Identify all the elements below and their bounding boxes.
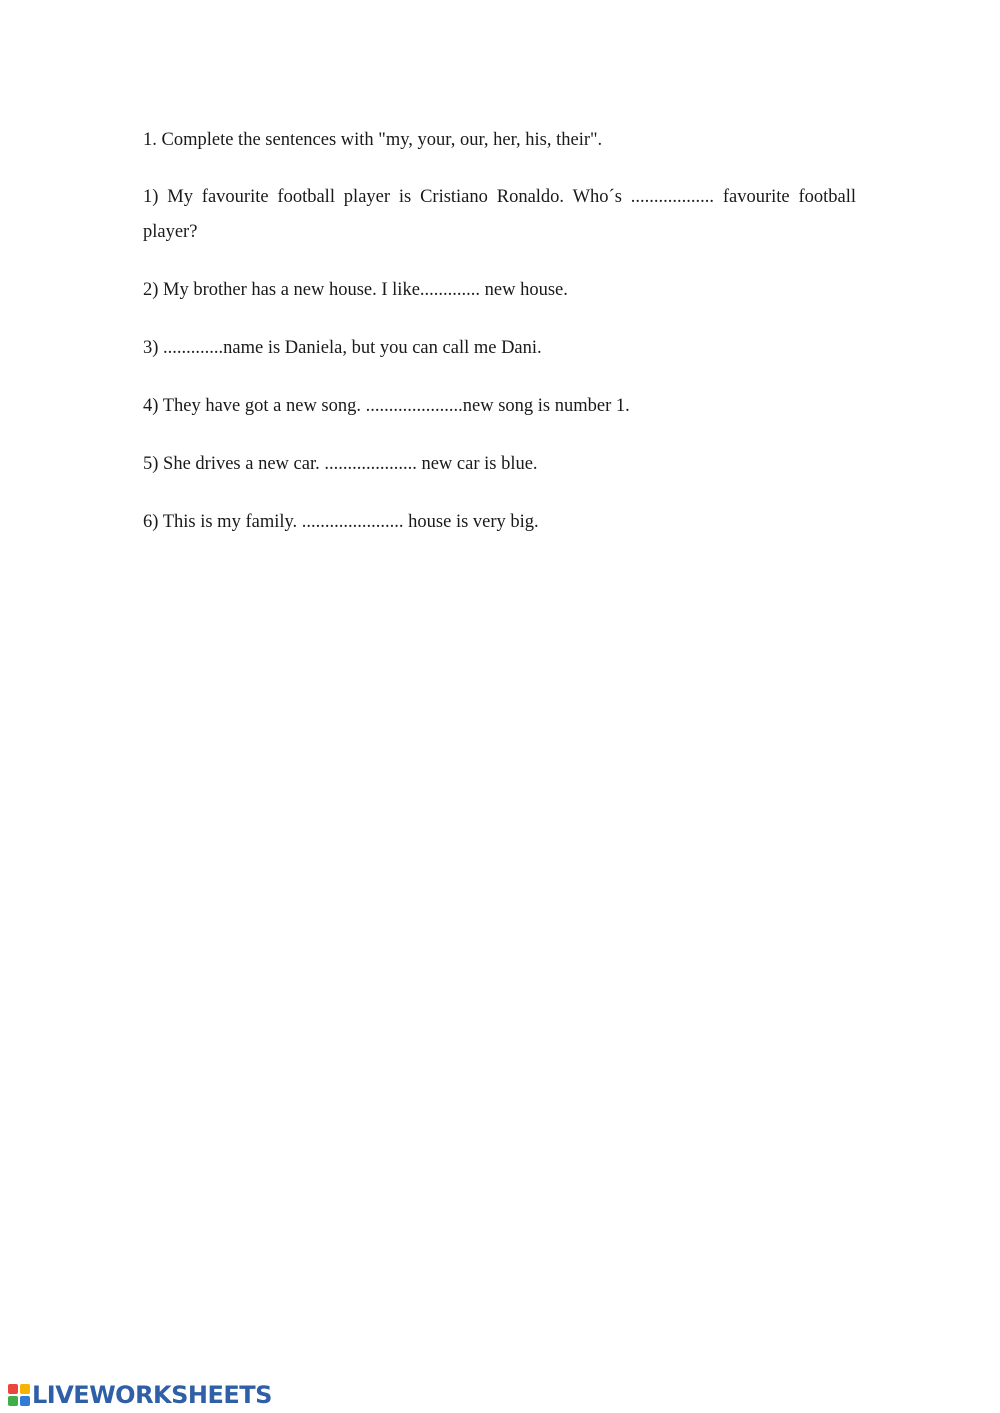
exercise-instruction: 1. Complete the sentences with "my, your, our, her, his, their". bbox=[143, 130, 603, 150]
liveworksheets-footer bbox=[8, 1381, 272, 1409]
logo-block-yellow bbox=[20, 1384, 30, 1394]
liveworksheets-logo-icon bbox=[8, 1384, 30, 1406]
exercise-item-3: 3) .............name is Daniela, but you can call me Dani. bbox=[143, 338, 542, 358]
exercise-item-5: 5) She drives a new car. .................... new car is blue. bbox=[143, 454, 538, 474]
exercise-item-2: 2) My brother has a new house. I like............. new house. bbox=[143, 280, 568, 300]
logo-block-green bbox=[8, 1396, 18, 1406]
exercise-item-4: 4) They have got a new song. .....................new song is number 1. bbox=[143, 396, 630, 416]
exercise-item-6: 6) This is my family. ...................... house is very big. bbox=[143, 512, 539, 532]
logo-block-red bbox=[8, 1384, 18, 1394]
exercise-item-1: 1) My favourite football player is Cristiano Ronaldo. Who´s .................. favourite football player? bbox=[143, 187, 856, 242]
logo-block-blue bbox=[20, 1396, 30, 1406]
worksheet-page bbox=[143, 128, 856, 563]
liveworksheets-brand: LIVEWORKSHEETS bbox=[32, 1381, 272, 1409]
